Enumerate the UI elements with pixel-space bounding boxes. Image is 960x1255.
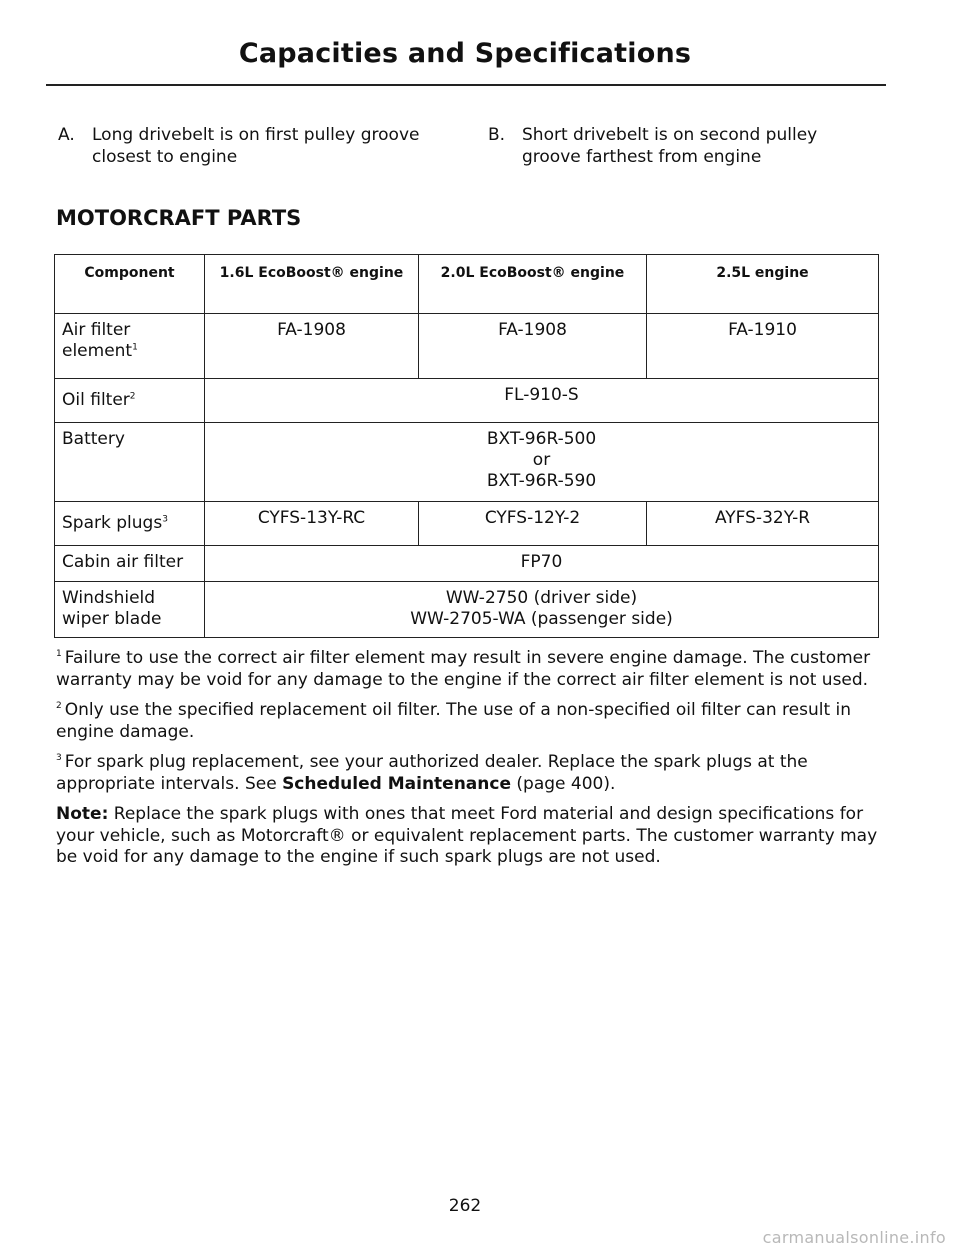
callout-text: Long drivebelt is on first pulley groove closest to engine — [92, 125, 420, 167]
part-cell — [205, 582, 879, 638]
page-title: Capacities and Specifications — [238, 38, 692, 69]
part-line: WW-2750 (driver side) — [445, 588, 638, 608]
footnote-ref: 2 — [129, 391, 136, 402]
part-cell: CYFS-13Y-RC — [205, 502, 419, 546]
footnote-2 — [56, 700, 886, 743]
footnotes — [56, 648, 886, 878]
column-header: 2.5L engine — [647, 255, 879, 314]
table-row — [55, 546, 879, 582]
part-cell: AYFS-32Y-R — [647, 502, 879, 546]
footnote-text: Failure to use the correct air filter element may result in severe engine damage. The customer warranty may be void for any damage to the engine if the correct air filter element is not used. — [56, 648, 871, 690]
part-line: BXT-96R-590 — [486, 471, 597, 491]
footnote-ref: 3 — [162, 514, 168, 525]
component-label: Oil filter — [62, 390, 130, 410]
table-row — [55, 379, 879, 423]
footnote-mark: 3 — [56, 753, 62, 764]
component-label: Air filter element — [62, 320, 133, 361]
column-header: 2.0L EcoBoost® engine — [419, 255, 647, 314]
note-paragraph — [56, 804, 886, 869]
component-cell — [55, 314, 205, 379]
callout-letter: A. — [58, 125, 75, 145]
watermark: carmanualsonline.info — [762, 1228, 946, 1247]
footnote-text: (page 400). — [516, 773, 616, 794]
footnote-1 — [56, 648, 886, 691]
part-cell — [205, 423, 879, 502]
footnote-ref: 1 — [132, 342, 138, 353]
part-line: or — [532, 450, 551, 470]
callout-text: Short drivebelt is on second pulley groove farthest from engine — [522, 125, 818, 167]
footnote-text: For spark plug replacement, see your authorized dealer. Replace the spark plugs at the appropriate intervals. See — [56, 752, 808, 794]
column-header: 1.6L EcoBoost® engine — [205, 255, 419, 314]
part-line: WW-2705-WA (passenger side) — [410, 609, 673, 629]
table-row — [55, 502, 879, 546]
callout-a — [58, 124, 458, 168]
component-cell: Battery — [55, 423, 205, 502]
part-line: BXT-96R-500 — [486, 429, 597, 449]
footnote-mark: 2 — [56, 701, 62, 712]
part-cell: FL-910-S — [205, 379, 879, 423]
footnote-mark: 1 — [56, 649, 62, 660]
table-row — [55, 423, 879, 502]
component-cell — [55, 502, 205, 546]
component-cell: Cabin air filter — [55, 546, 205, 582]
footnote-3 — [56, 752, 886, 795]
component-cell — [55, 379, 205, 423]
parts-table — [54, 254, 879, 638]
callout-letter: B. — [488, 125, 506, 145]
table-row — [55, 582, 879, 638]
callout-b — [488, 124, 878, 168]
part-cell: FA-1908 — [205, 314, 419, 379]
part-cell: FP70 — [205, 546, 879, 582]
header-divider — [46, 84, 886, 86]
component-label: Spark plugs — [62, 513, 163, 533]
note-label: Note: — [56, 804, 109, 824]
component-cell: Windshield wiper blade — [55, 582, 205, 638]
cross-reference-link[interactable]: Scheduled Maintenance — [282, 773, 511, 794]
part-cell: FA-1908 — [419, 314, 647, 379]
column-header: Component — [55, 255, 205, 314]
table-header-row — [55, 255, 879, 314]
note-text: Replace the spark plugs with ones that meet Ford material and design specifications for your vehicle, such as Motorcraft® or equivalent replacement parts. The customer warranty may be void for any damage to the engine if such spark plugs are not used. — [56, 804, 878, 867]
table-row — [55, 314, 879, 379]
part-cell: CYFS-12Y-2 — [419, 502, 647, 546]
footnote-text: Only use the specified replacement oil filter. The use of a non-specified oil filter can result in engine damage. — [56, 700, 852, 742]
section-heading: MOTORCRAFT PARTS — [56, 206, 302, 230]
page-number: 262 — [448, 1196, 482, 1216]
part-cell: FA-1910 — [647, 314, 879, 379]
